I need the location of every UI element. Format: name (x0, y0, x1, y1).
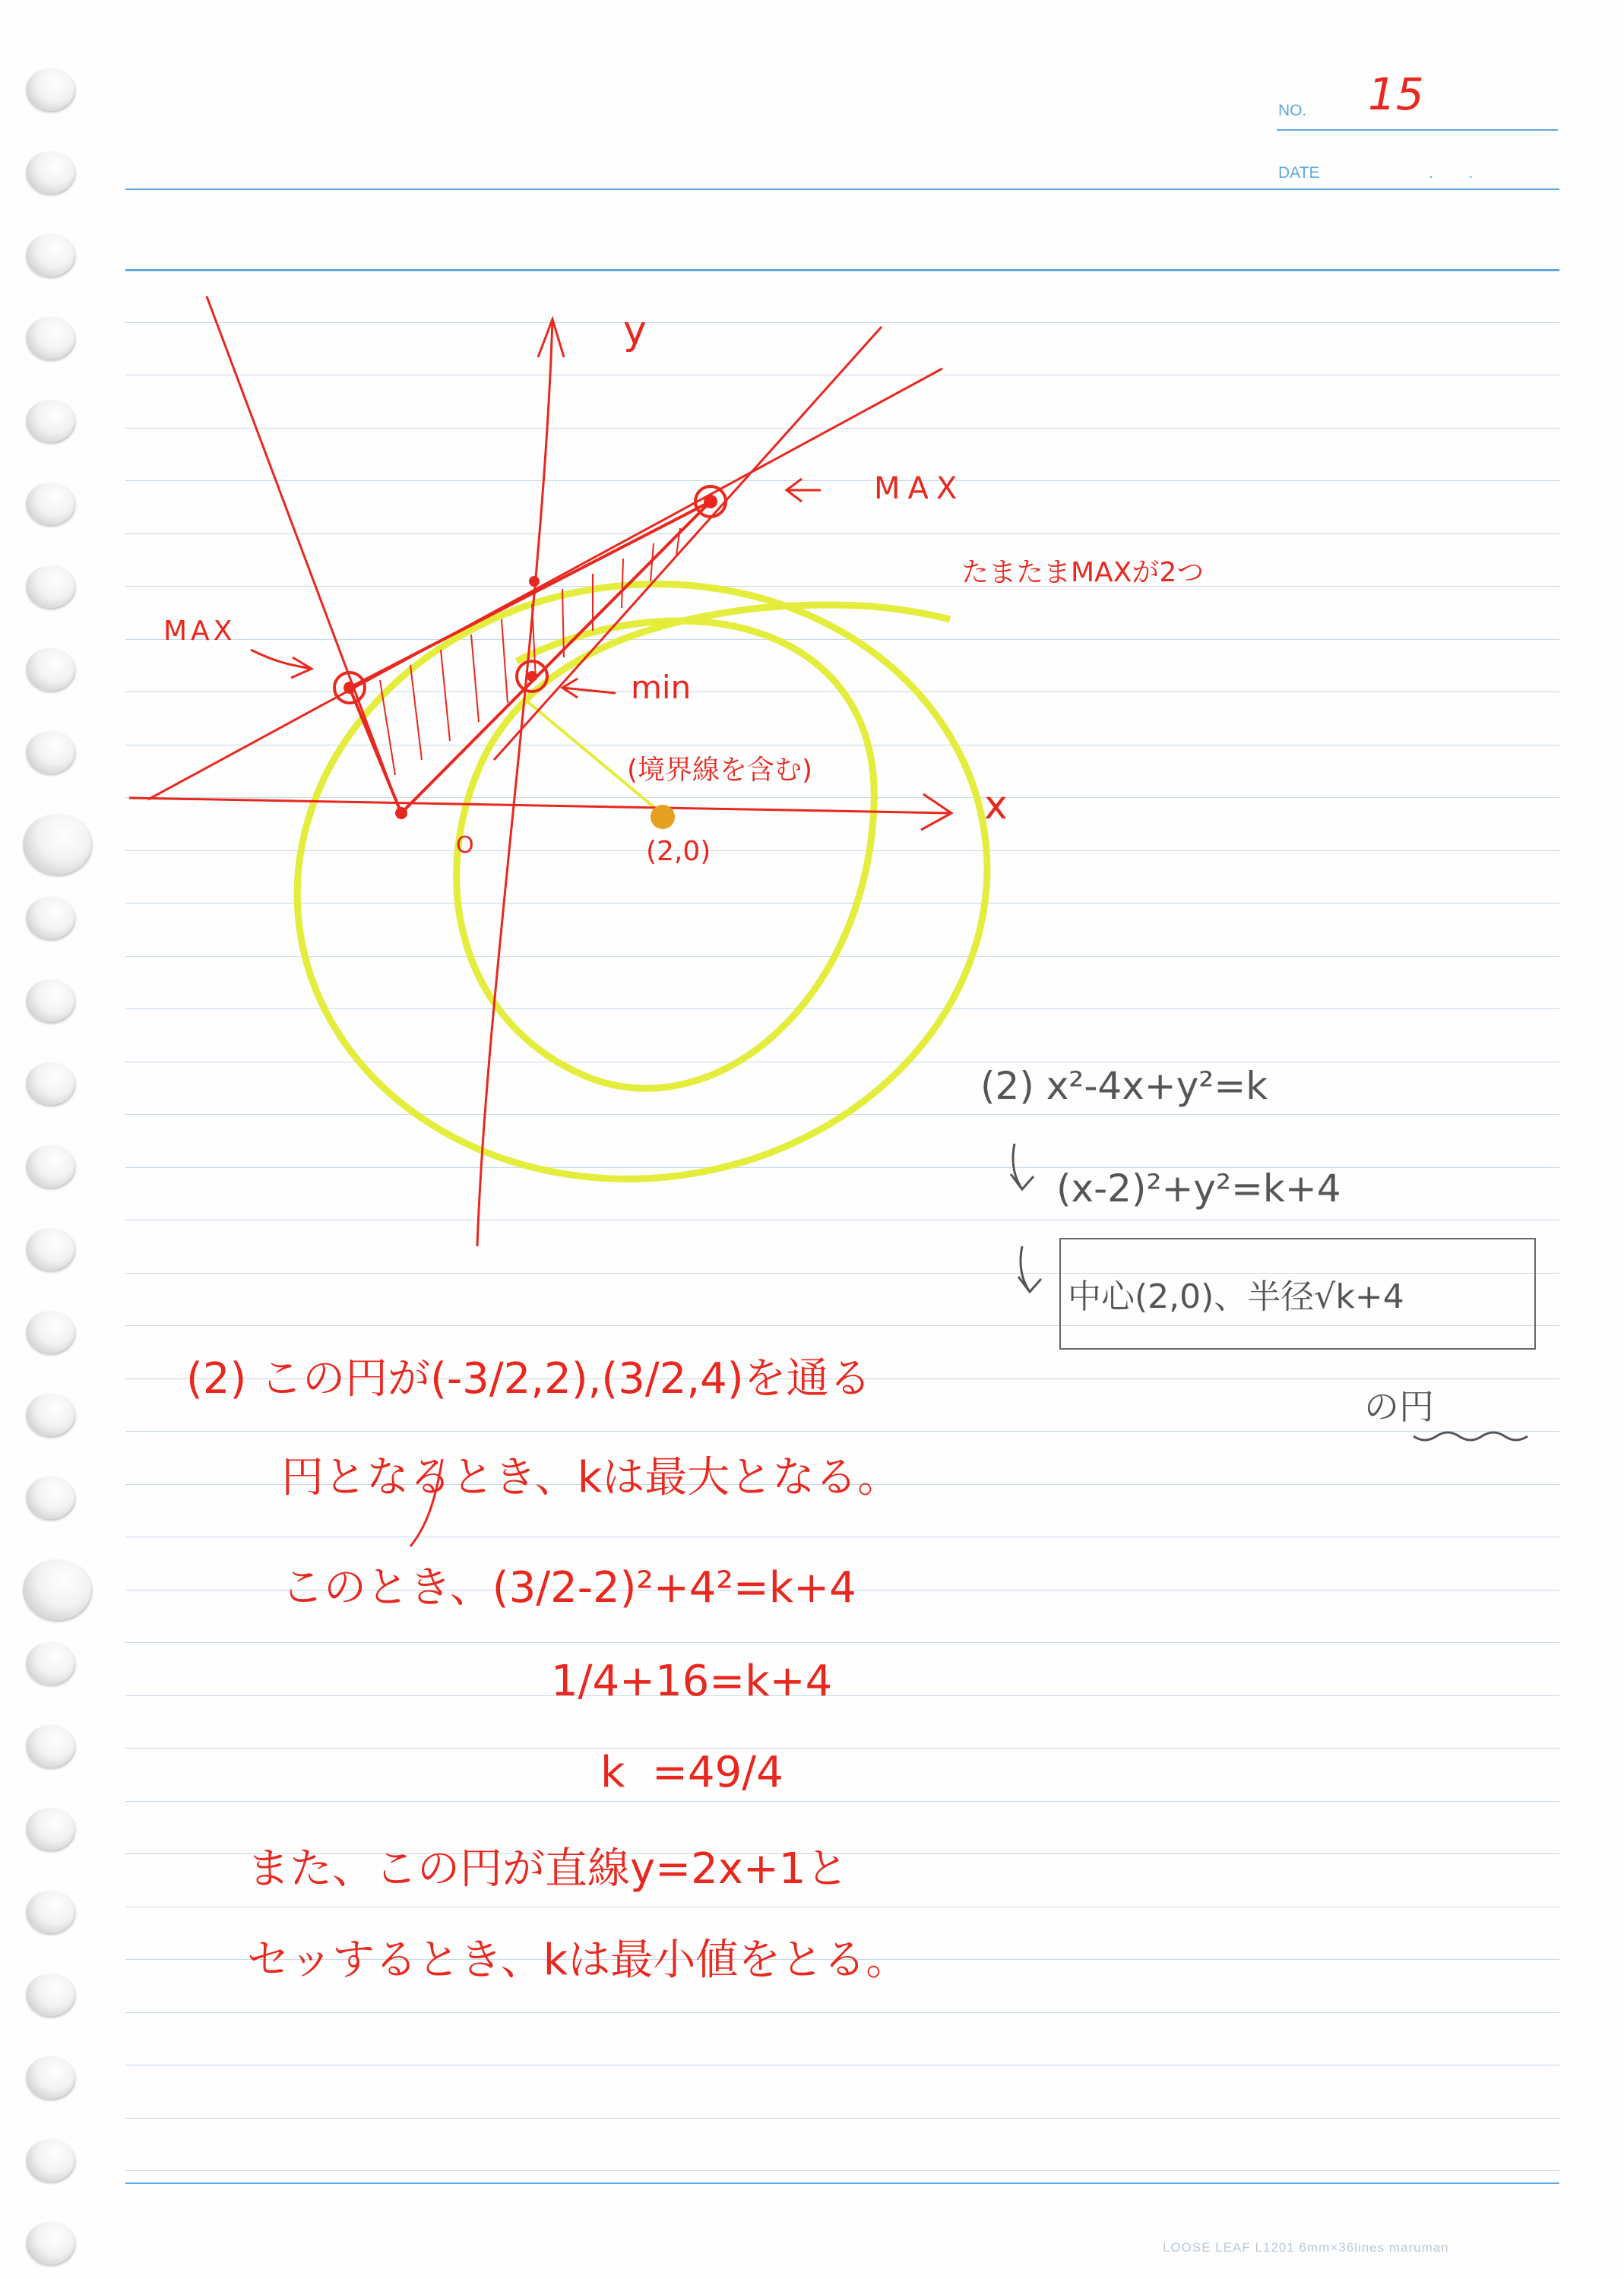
date-separators: . . (1429, 164, 1474, 182)
circle-center-point (651, 805, 675, 829)
side-note-line-2: (x-2)²+y²=k+4 (1056, 1166, 1341, 1211)
arrow-to-min (562, 679, 616, 698)
y-axis-label: y (623, 308, 647, 353)
two-max-note: たまたまMAXが2つ (961, 557, 1205, 588)
x-axis-label: x (984, 783, 1008, 828)
line-left-steep (207, 296, 401, 815)
solution-line-6: また、この円が直線y=2x+1と (247, 1844, 849, 1894)
solution-line-2: 円となるとき、kは最大となる。 (281, 1453, 901, 1502)
solution-line-7: セッするとき、kは最小値をとる。 (247, 1936, 909, 1985)
solution-line-3: このとき、(3/2-2)²+4²=k+4 (281, 1563, 856, 1613)
arrow-to-max-left (251, 650, 312, 678)
side-note-line-1: (2) x²-4x+y²=k (980, 1064, 1268, 1108)
side-note-line-3: 中心(2,0)、半径√k+4 (1068, 1277, 1404, 1316)
vertex-point (395, 807, 407, 819)
large-yellow-circle (258, 540, 1026, 1223)
line-shallow (148, 369, 942, 799)
min-label: min (631, 669, 692, 706)
solution-line-5: k =49/4 (600, 1748, 784, 1797)
paper-brand: LOOSE LEAF L1201 6mm×36lines maruman (1163, 2240, 1449, 2255)
y-axis (477, 319, 552, 1246)
origin-label: O (456, 832, 474, 859)
side-arrow-1 (1011, 1144, 1034, 1189)
circle-underline (1413, 1432, 1527, 1440)
page-number: 15 (1368, 68, 1424, 120)
solution-line-1: (2) この円が(-3/2,2),(3/2,4)を通る (186, 1354, 872, 1404)
date-label: DATE (1278, 164, 1320, 182)
max-label-left: MAX (163, 616, 236, 647)
center-point-label: (2,0) (646, 836, 711, 867)
max-label-top: MAX (874, 471, 965, 506)
x-axis (129, 798, 950, 813)
footer-rule (125, 2182, 1559, 2184)
number-label: NO. (1278, 102, 1307, 119)
y-intercept-point (529, 576, 540, 587)
arrow-to-max-right (787, 479, 821, 502)
boundary-note: (境界線を含む) (627, 755, 813, 786)
solution-line-4: 1/4+16=k+4 (551, 1657, 833, 1706)
side-note-line-4: の円 (1364, 1386, 1434, 1427)
side-arrow-2 (1018, 1246, 1041, 1292)
